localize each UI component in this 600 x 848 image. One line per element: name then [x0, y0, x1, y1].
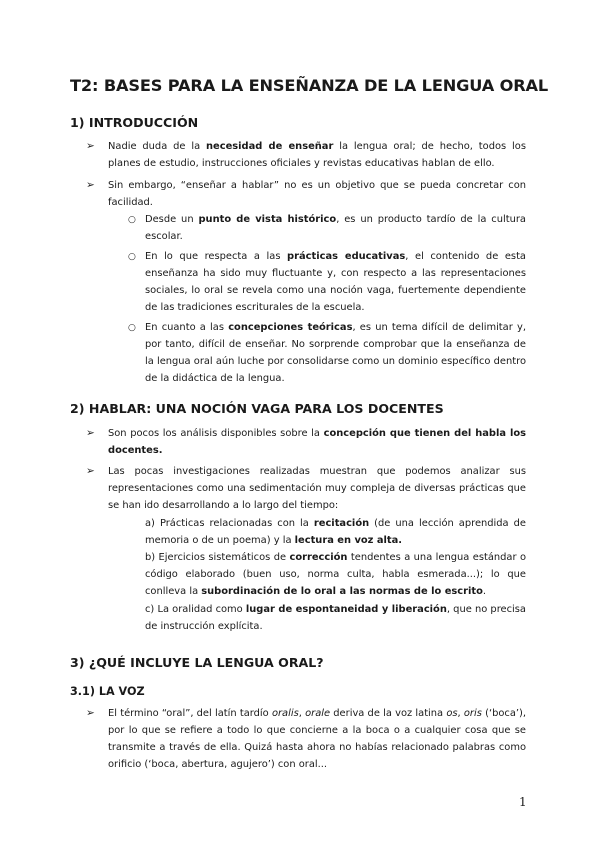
arrow-bullet-icon: ➢: [86, 179, 95, 191]
s2-item-a: a) Prácticas relacionadas con la recitación (de una lección aprendida de memoria o de un poema) y la lectura en voz alta.: [145, 518, 526, 546]
arrow-bullet-icon: ➢: [86, 707, 95, 719]
arrow-bullet-icon: ➢: [86, 140, 95, 152]
s1-subitem-historico: Desde un punto de vista histórico, es un producto tardío de la cultura escolar.: [145, 214, 526, 242]
circle-bullet-icon: ○: [128, 252, 136, 262]
s2-paragraph-2: Las pocas investigaciones realizadas muestran que podemos analizar sus representaciones como una sedimentación muy compleja de diversas prácticas que se han ido desarrollando a lo largo del tiempo:: [108, 466, 526, 511]
s1-subitem-practicas: En lo que respecta a las prácticas educativas, el contenido de esta enseñanza ha sido muy fluctuante y, con respecto a las representaciones sociales, lo oral se revela como una noción vaga, fuertemente dependiente de las tradiciones escriturales de la escuela.: [145, 251, 526, 313]
s1-paragraph-1: Nadie duda de la necesidad de enseñar la lengua oral; de hecho, todos los planes de estudio, instrucciones oficiales y revistas educativas hablan de ello.: [108, 141, 526, 169]
arrow-bullet-icon: ➢: [86, 427, 95, 439]
document-title: T2: BASES PARA LA ENSEÑANZA DE LA LENGUA ORAL: [70, 76, 549, 95]
s2-paragraph-1: Son pocos los análisis disponibles sobre la concepción que tienen del habla los docentes.: [108, 428, 526, 456]
s3-paragraph-1: El término “oral”, del latín tardío oralis, orale deriva de la voz latina os, oris (‘boca’), por lo que se refiere a todo lo que concierne a la boca o a cualquier cosa que se transmite a través de ella. Quizá hasta ahora no habías relacionado palabras como orificio (‘boca, abertura, agujero’) con oral...: [108, 708, 527, 770]
circle-bullet-icon: ○: [128, 215, 136, 225]
section-3-1-heading: 3.1) LA VOZ: [70, 685, 145, 698]
section-3-heading: 3) ¿QUÉ INCLUYE LA LENGUA ORAL?: [70, 655, 324, 670]
s1-subitem-concepciones: En cuanto a las concepciones teóricas, es un tema difícil de delimitar y, por tanto, difícil de enseñar. No sorprende comprobar que la enseñanza de la lengua oral aún luche por consolidarse como un dominio específico dentro de la didáctica de la lengua.: [145, 322, 526, 384]
section-1-heading: 1) INTRODUCCIÓN: [70, 115, 199, 130]
circle-bullet-icon: ○: [128, 323, 136, 333]
section-2-heading: 2) HABLAR: UNA NOCIÓN VAGA PARA LOS DOCENTES: [70, 401, 444, 416]
s1-paragraph-2: Sin embargo, “enseñar a hablar” no es un objetivo que se pueda concretar con facilidad.: [108, 180, 526, 208]
arrow-bullet-icon: ➢: [86, 465, 95, 477]
s2-item-b: b) Ejercicios sistemáticos de corrección tendentes a una lengua estándar o código elaborado (buen uso, norma culta, habla esmerada...); lo que conlleva la subordinación de lo oral a las normas de lo escrito.: [145, 552, 526, 597]
page-number: 1: [519, 795, 527, 809]
s2-item-c: c) La oralidad como lugar de espontaneidad y liberación, que no precisa de instrucción explícita.: [145, 604, 526, 632]
